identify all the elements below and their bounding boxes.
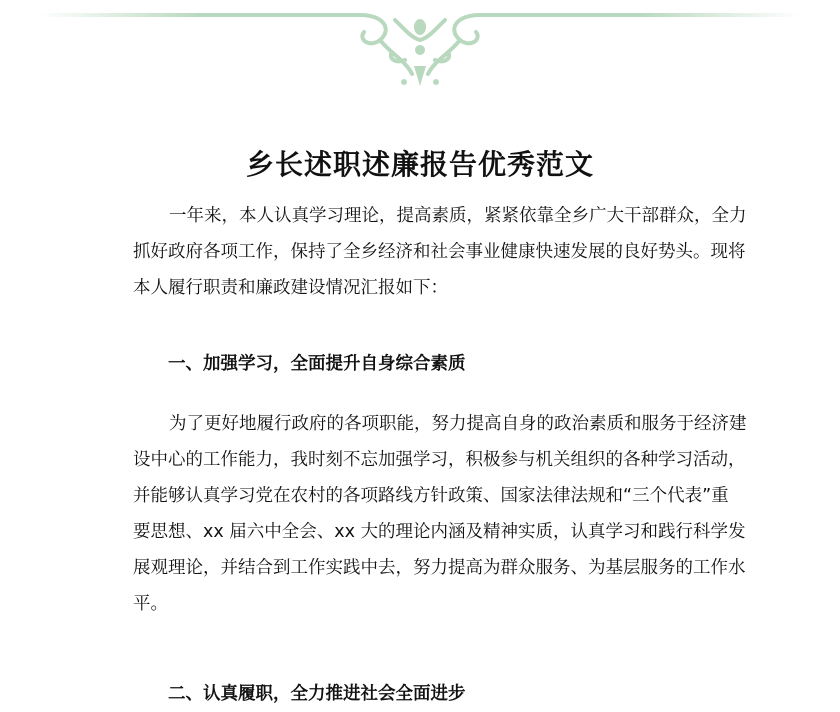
section-1-line-1: 为了更好地履行政府的各项职能，努力提高自身的政治素质和服务于经济建 [169,414,747,434]
section-1-line-2: 设中心的工作能力，我时刻不忘加强学习，积极参与机关组织的各种学习活动， [133,450,746,470]
section-1-line-6: 平。 [133,594,168,614]
section-1-heading: 一、加强学习，全面提升自身综合素质 [168,354,466,374]
section-1-paragraph [133,406,747,622]
section-1-line-5: 展观理论，并结合到工作实践中去，努力提高为群众服务、为基层服务的工作水 [133,558,746,578]
intro-line-1: 一年来，本人认真学习理论，提高素质，紧紧依靠全乡广大干部群众，全力 [169,206,747,226]
ornament-rule-right [480,13,800,17]
section-2-heading: 二、认真履职，全力推进社会全面进步 [168,684,466,704]
ornament-rule-left [40,13,360,17]
section-1-line-4: 要思想、xx 届六中全会、xx 大的理论内涵及精神实质，认真学习和践行科学发 [133,522,746,542]
intro-paragraph [133,198,747,306]
intro-line-2: 抓好政府各项工作，保持了全乡经济和社会事业健康快速发展的良好势头。现将 [133,242,746,262]
header-ornament [0,0,840,95]
section-1-line-3: 并能够认真学习党在农村的各项路线方针政策、国家法律法规和“三个代表”重 [133,486,729,506]
intro-line-3: 本人履行职责和廉政建设情况汇报如下： [133,278,448,298]
page-title: 乡长述职述廉报告优秀范文 [245,147,594,181]
